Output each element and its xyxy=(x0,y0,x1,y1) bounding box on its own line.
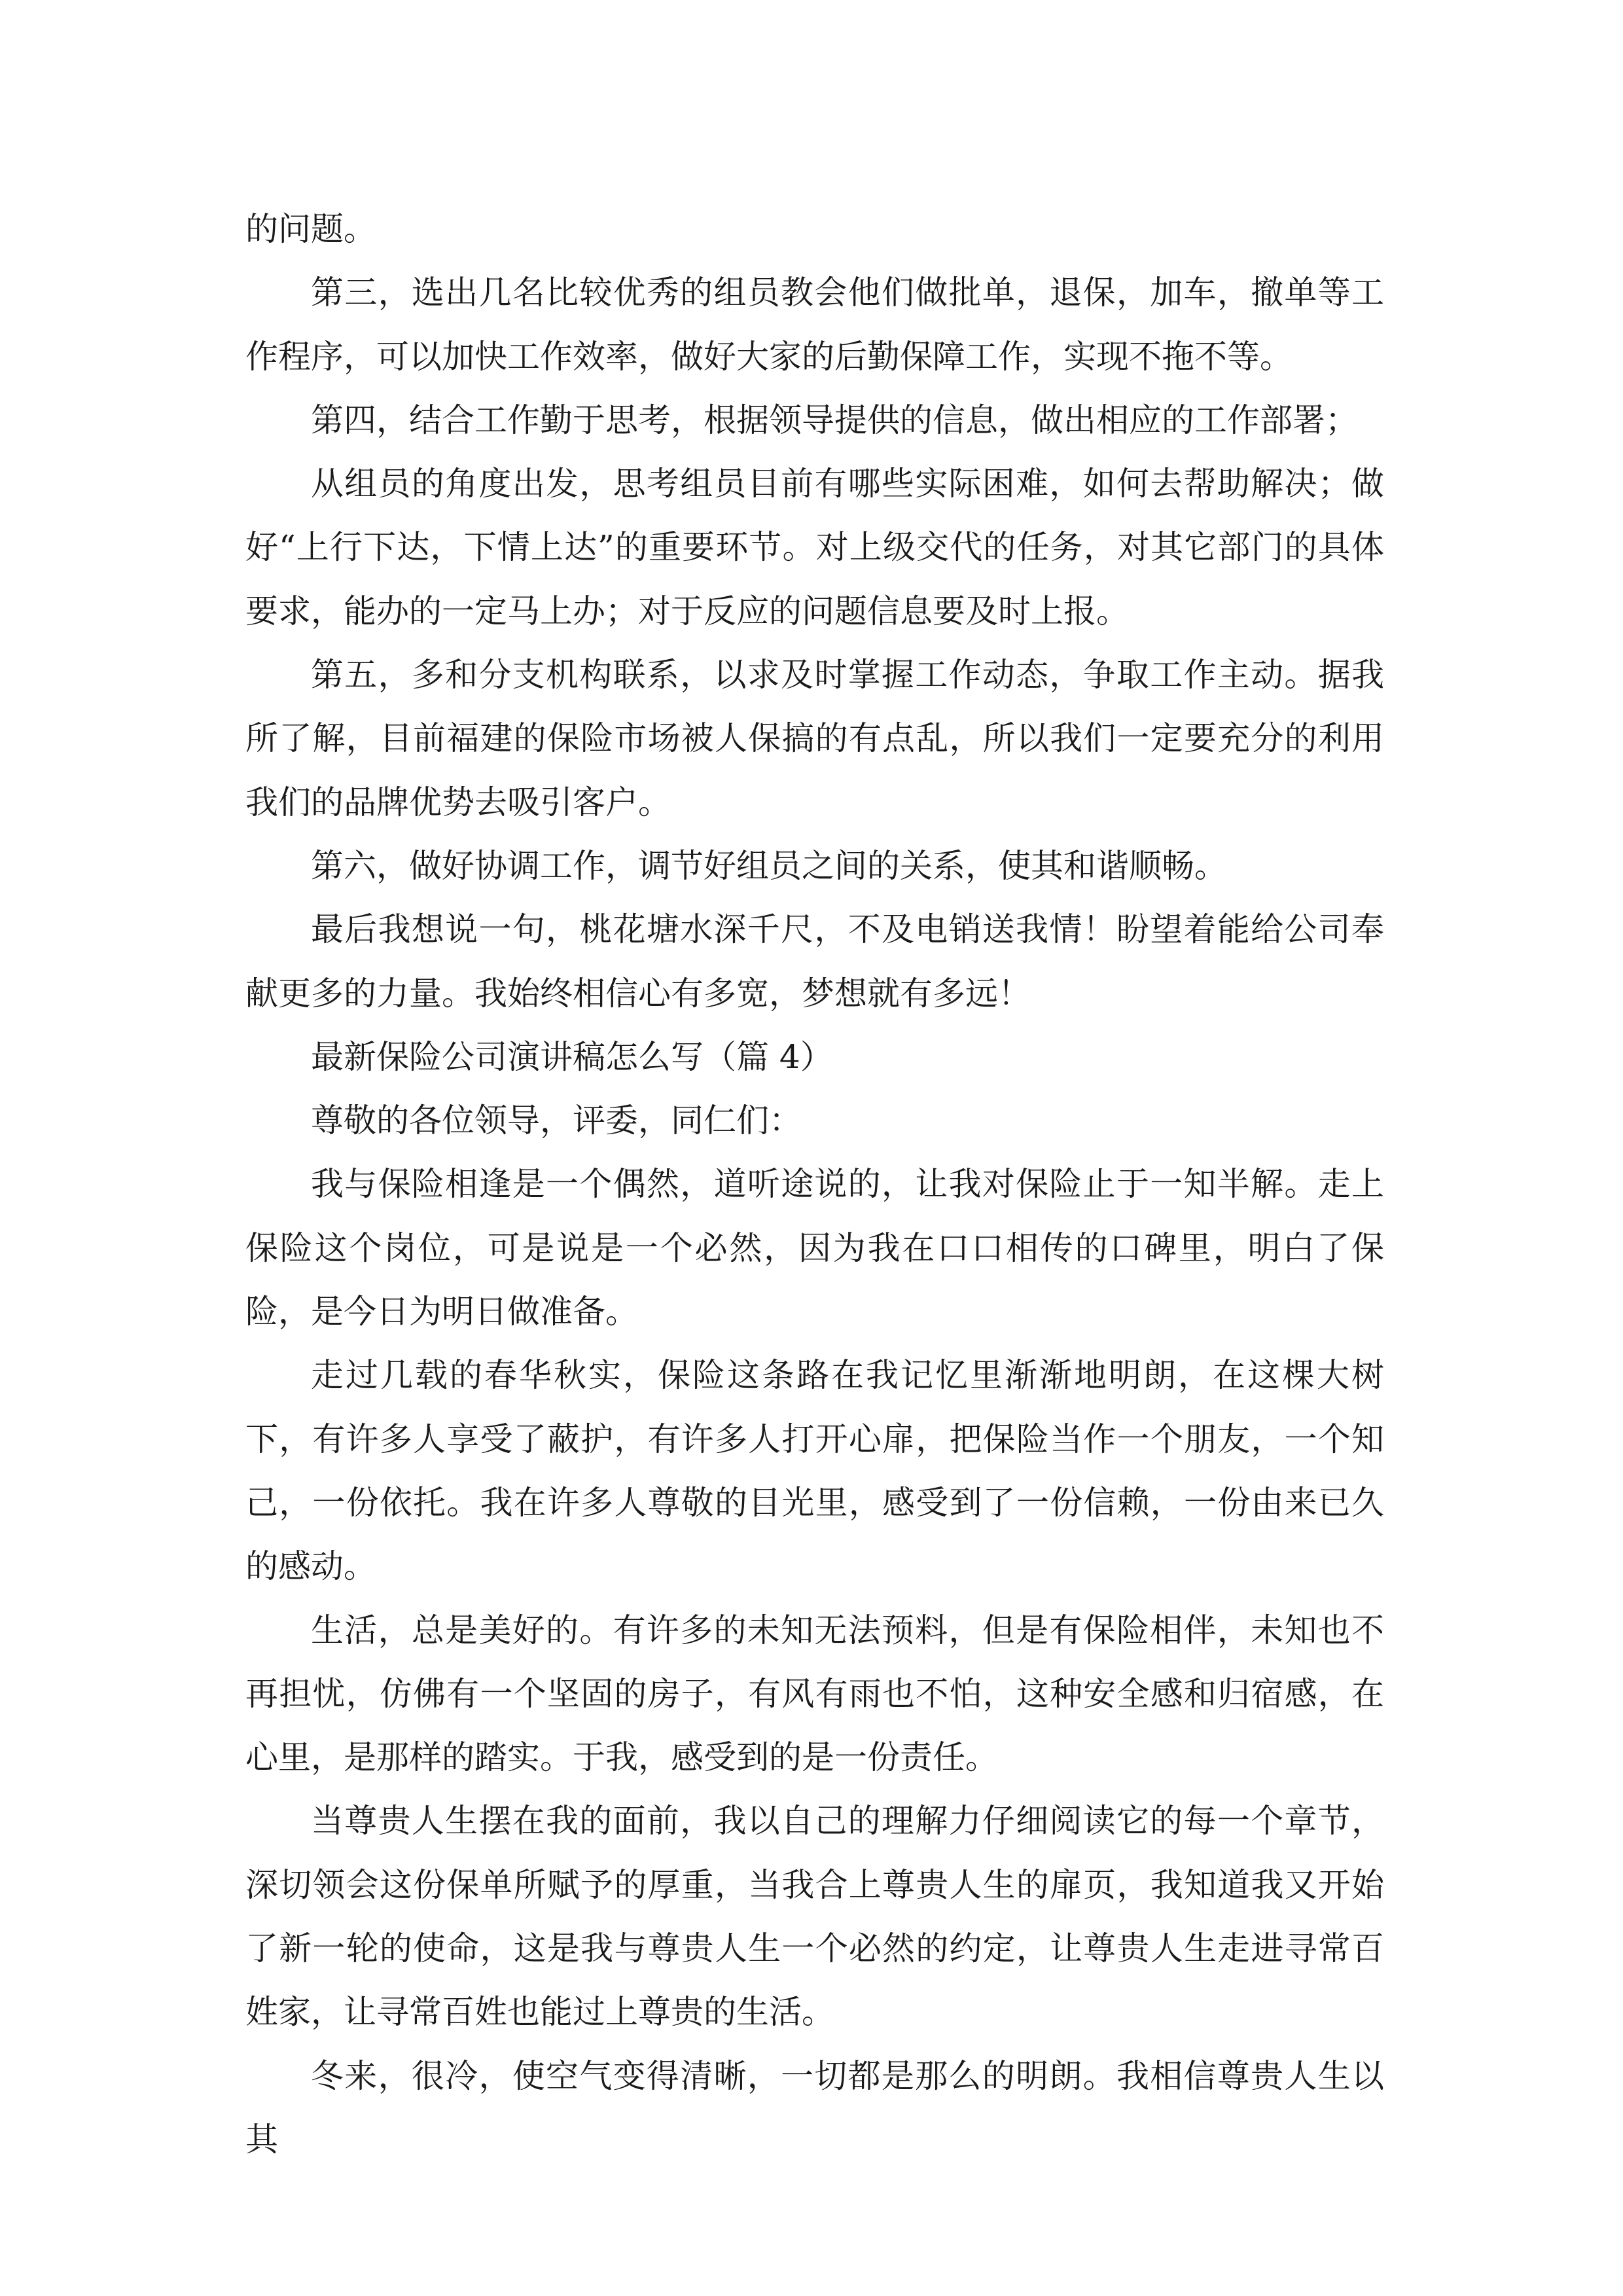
paragraph: 从组员的角度出发，思考组员目前有哪些实际困难，如何去帮助解决；做好“上行下达，下情上达”的重要环节。对上级交代的任务，对其它部门的具体要求，能办的一定马上办；对于反应的问题信息要及时上报。 xyxy=(245,465,1384,630)
salutation: 尊敬的各位领导，评委，同仁们： xyxy=(311,1102,802,1140)
paragraph: 走过几载的春华秋实，保险这条路在我记忆里渐渐地明朗，在这棵大树下，有许多人享受了蔽护，有许多人打开心扉，把保险当作一个朋友，一个知己，一份依托。我在许多人尊敬的目光里，感受到了一份信赖，一份由来已久的感动。 xyxy=(245,1356,1384,1586)
document-body xyxy=(245,198,1384,2172)
paragraph: 第六，做好协调工作，调节好组员之间的关系，使其和谐顺畅。 xyxy=(311,846,1227,885)
paragraph: 最后我想说一句，桃花塘水深千尺，不及电销送我情！盼望着能给公司奉献更多的力量。我始终相信心有多宽，梦想就有多远！ xyxy=(245,910,1384,1013)
paragraph: 第四，结合工作勤于思考，根据领导提供的信息，做出相应的工作部署； xyxy=(311,401,1358,439)
paragraph: 第三，选出几名比较优秀的组员教会他们做批单，退保，加车，撤单等工作程序，可以加快工作效率，做好大家的后勤保障工作，实现不拖不等。 xyxy=(245,274,1384,376)
section-heading: 最新保险公司演讲稿怎么写（篇 4） xyxy=(311,1037,833,1076)
paragraph: 冬来，很冷，使空气变得清晰，一切都是那么的明朗。我相信尊贵人生以其 xyxy=(245,2056,1384,2159)
paragraph: 生活，总是美好的。有许多的未知无法预料，但是有保险相伴，未知也不再担忧，仿佛有一个坚固的房子，有风有雨也不怕，这种安全感和归宿感，在心里，是那样的踏实。于我，感受到的是一份责任。 xyxy=(245,1611,1384,1777)
paragraph: 第五，多和分支机构联系，以求及时掌握工作动态，争取工作主动。据我所了解，目前福建的保险市场被人保搞的有点乱，所以我们一定要充分的利用我们的品牌优势去吸引客户。 xyxy=(245,656,1384,821)
paragraph: 我与保险相逢是一个偶然，道听途说的，让我对保险止于一知半解。走上保险这个岗位，可是说是一个必然，因为我在口口相传的口碑里，明白了保险，是今日为明日做准备。 xyxy=(245,1165,1384,1331)
paragraph-continuation: 的问题。 xyxy=(245,210,376,248)
paragraph: 当尊贵人生摆在我的面前，我以自己的理解力仔细阅读它的每一个章节，深切领会这份保单所赋予的厚重，当我合上尊贵人生的扉页，我知道我又开始了新一轮的使命，这是我与尊贵人生一个必然的约定，让尊贵人生走进寻常百姓家，让寻常百姓也能过上尊贵的生活。 xyxy=(245,1802,1384,2032)
